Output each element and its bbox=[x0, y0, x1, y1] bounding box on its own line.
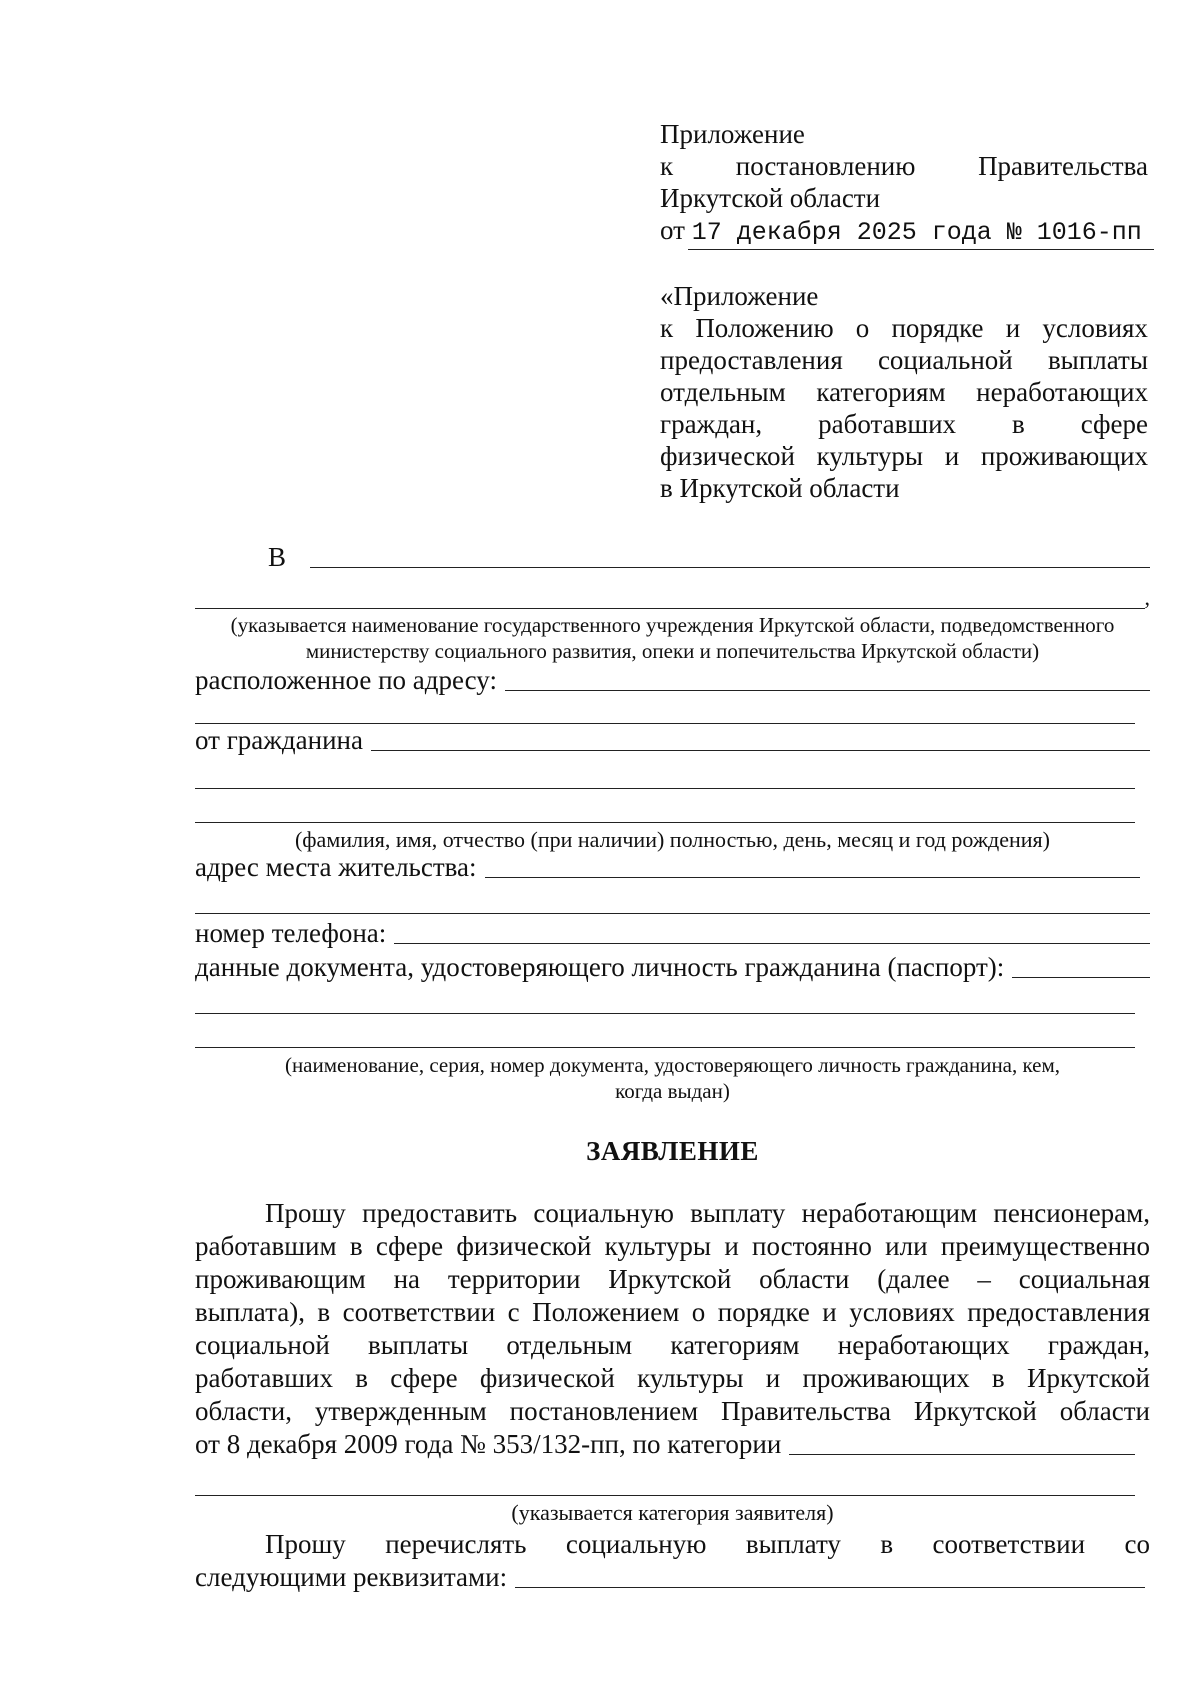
statement-title: ЗАЯВЛЕНИЕ bbox=[586, 1136, 759, 1166]
citizen-label: от гражданина bbox=[195, 725, 363, 755]
word: культуры bbox=[816, 441, 924, 471]
to-label: В bbox=[268, 542, 287, 572]
word: и bbox=[1005, 313, 1021, 343]
word: проживающих bbox=[980, 441, 1148, 471]
order-number: 17 декабря 2025 года № 1016-пп bbox=[691, 218, 1142, 247]
document-caption: (наименование, серия, номер документа, удостоверяющего личность гражданина, кем, когда выдан) bbox=[284, 1053, 1061, 1103]
appendix-line-2: к постановлению Правительства bbox=[660, 151, 1148, 181]
fio-caption: (фамилия, имя, отчество (при наличии) полностью, день, месяц и год рождения) bbox=[294, 827, 1051, 852]
regulation-line bbox=[660, 376, 1148, 408]
phone-row bbox=[195, 917, 1150, 949]
regulation-line bbox=[660, 312, 1148, 344]
statement-line: социальной выплаты отдельным категориям неработающих граждан, bbox=[195, 1330, 1150, 1360]
address-field[interactable] bbox=[505, 690, 1150, 691]
residence-field[interactable] bbox=[485, 877, 1140, 878]
word: выплаты bbox=[1047, 345, 1148, 375]
appendix-line-3: Иркутской области bbox=[660, 183, 881, 213]
appendix-order-line: от 17 декабря 2025 года № 1016-пп bbox=[660, 214, 1148, 249]
residence-label: адрес места жительства: bbox=[195, 852, 477, 882]
word: неработающих bbox=[976, 377, 1148, 407]
citizen-field-3[interactable] bbox=[195, 822, 1135, 823]
statement-line: работавшим в сфере физической культуры и постоянно или преимущественно bbox=[195, 1231, 1150, 1261]
word: сфере bbox=[1080, 409, 1148, 439]
appendix-title: Приложение bbox=[660, 119, 805, 149]
to-institution-row bbox=[268, 541, 1150, 573]
regulation-line bbox=[660, 408, 1148, 440]
citizen-field[interactable] bbox=[371, 750, 1150, 751]
regulation-line-last: в Иркутской области bbox=[660, 473, 900, 503]
passport-field[interactable] bbox=[1012, 977, 1150, 978]
category-caption: (указывается категория заявителя) bbox=[511, 1500, 834, 1525]
payment-paragraph bbox=[195, 1528, 1150, 1594]
address-label: расположенное по адресу: bbox=[195, 665, 497, 695]
regulation-title: «Приложение bbox=[660, 281, 819, 311]
bank-details-field[interactable] bbox=[515, 1587, 1145, 1588]
phone-label: номер телефона: bbox=[195, 918, 387, 948]
institution-field[interactable] bbox=[310, 567, 1150, 568]
statement-line: работавших в сфере физической культуры и проживающих в Иркутской bbox=[195, 1363, 1150, 1393]
word: порядке bbox=[891, 313, 984, 343]
citizen-row bbox=[195, 724, 1150, 756]
statement-line: выплата), в соответствии с Положением о порядке и условиях предоставления bbox=[195, 1297, 1150, 1327]
passport-label: данные документа, удостоверяющего личность гражданина (паспорт): bbox=[195, 952, 1005, 982]
word: социальной bbox=[877, 345, 1013, 375]
word: физической bbox=[660, 441, 795, 471]
passport-field-3[interactable] bbox=[195, 1047, 1135, 1048]
phone-field[interactable] bbox=[394, 943, 1150, 944]
category-field-2[interactable] bbox=[195, 1495, 1135, 1496]
appendix-header bbox=[660, 118, 1148, 249]
word: и bbox=[944, 441, 960, 471]
payment-line: Прошу перечислять социальную выплату в соответствии со bbox=[265, 1529, 1150, 1559]
institution-row-2: , bbox=[195, 582, 1150, 614]
word: граждан, bbox=[660, 409, 763, 439]
institution-field-2[interactable] bbox=[195, 608, 1145, 609]
passport-row bbox=[195, 951, 1150, 983]
word: категориям bbox=[816, 377, 946, 407]
word: о bbox=[855, 313, 870, 343]
word: отдельным bbox=[660, 377, 786, 407]
address-row bbox=[195, 664, 1150, 696]
statement-line: Прошу предоставить социальную выплату неработающим пенсионерам, bbox=[265, 1198, 1150, 1228]
word: Положению bbox=[695, 313, 834, 343]
category-field[interactable] bbox=[789, 1454, 1135, 1455]
regulation-line bbox=[660, 344, 1148, 376]
word: работавших bbox=[818, 409, 957, 439]
residence-field-2[interactable] bbox=[195, 913, 1150, 914]
appendix-regulation bbox=[660, 280, 1148, 504]
statement-line: проживающим на территории Иркутской области (далее – социальная bbox=[195, 1264, 1150, 1294]
word: к bbox=[660, 313, 674, 343]
residence-row bbox=[195, 851, 1140, 883]
statement-category-line: от 8 декабря 2009 года № 353/132-пп, по категории bbox=[195, 1428, 1150, 1461]
word: в bbox=[1012, 409, 1025, 439]
word: условиях bbox=[1042, 313, 1148, 343]
institution-caption: (указывается наименование государственного учреждения Иркутской области, подведомственного министерству социального развития, опеки и попечительства Иркутской области) bbox=[230, 613, 1115, 663]
regulation-line bbox=[660, 440, 1148, 472]
passport-field-2[interactable] bbox=[195, 1013, 1135, 1014]
statement-paragraph bbox=[195, 1197, 1150, 1461]
citizen-field-2[interactable] bbox=[195, 788, 1135, 789]
payment-details-line: следующими реквизитами: bbox=[195, 1561, 1150, 1594]
word: предоставления bbox=[660, 345, 843, 375]
statement-line: области, утвержденным постановлением Правительства Иркутской области bbox=[195, 1396, 1150, 1426]
